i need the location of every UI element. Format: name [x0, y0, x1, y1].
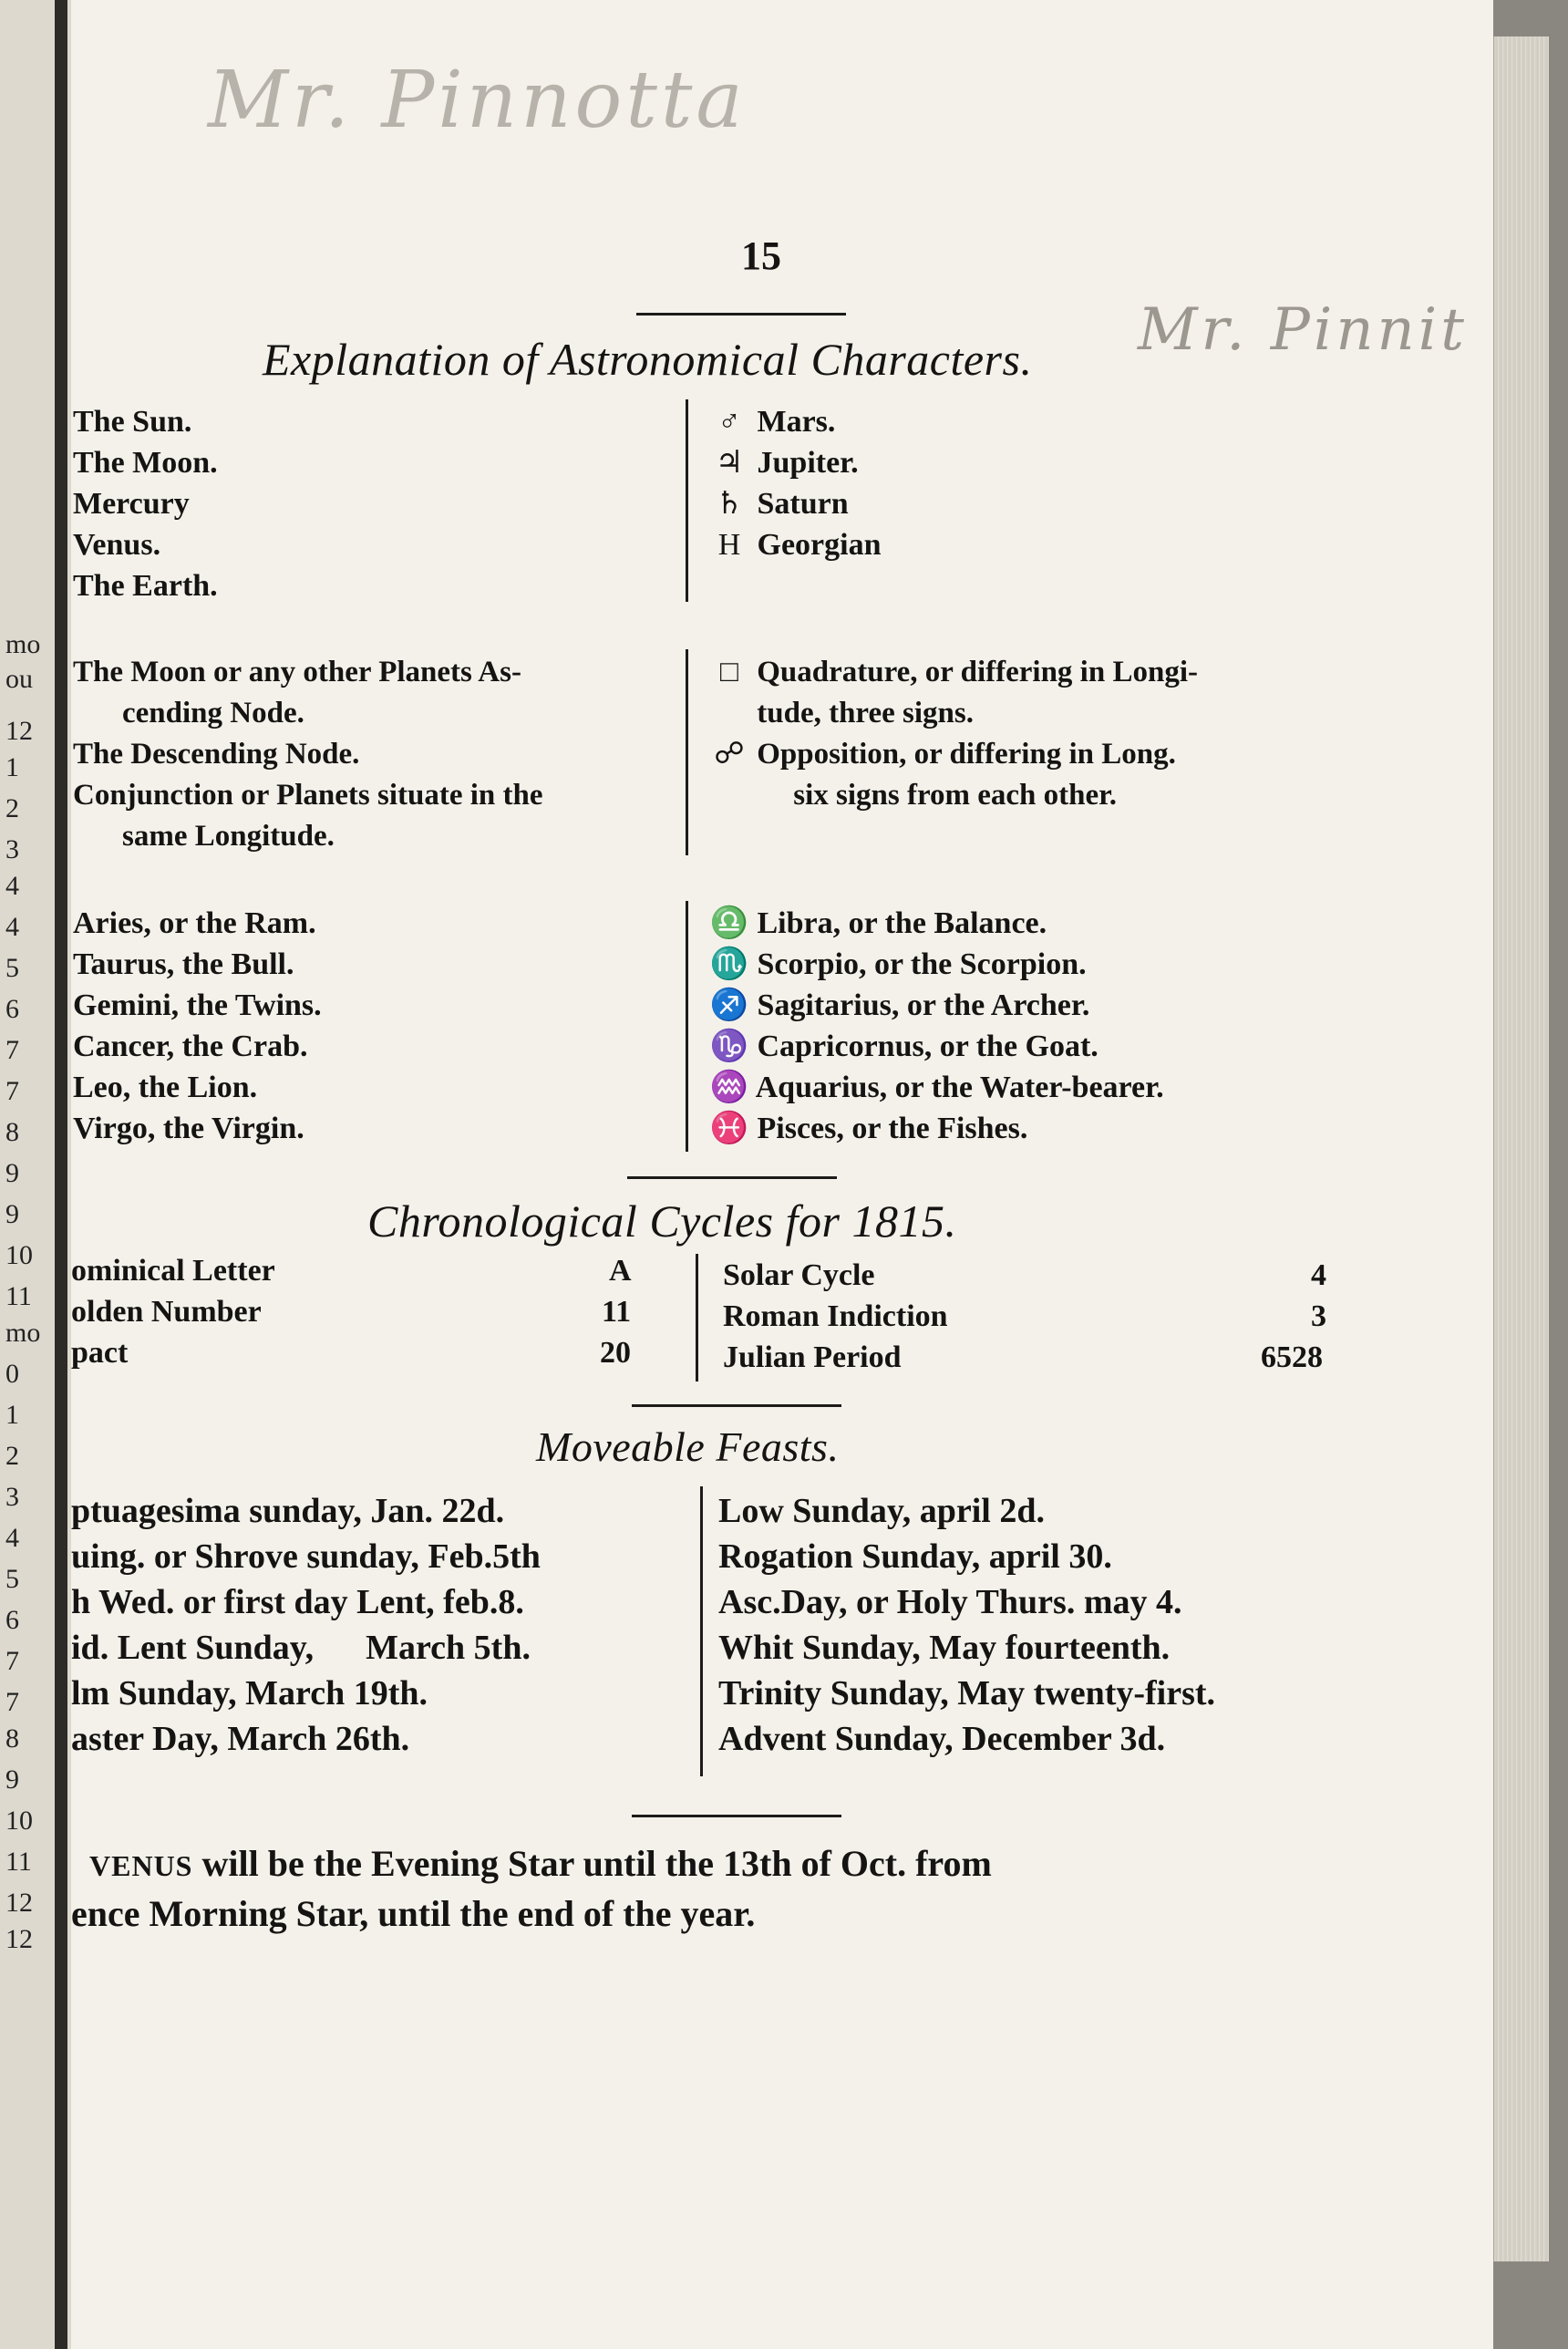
gutter-number: 2: [5, 793, 19, 823]
feast-item: lm Sunday, March 19th.: [71, 1674, 428, 1713]
gutter-number: 9: [5, 1158, 19, 1188]
zodiac-item: ♎ Libra, or the Balance.: [709, 903, 1164, 944]
feast-item: Trinity Sunday, May twenty-first.: [718, 1674, 1216, 1713]
gutter-number: 6: [5, 1605, 19, 1635]
gutter-number: 12: [5, 1924, 33, 1954]
cycle-value: 11: [602, 1295, 632, 1329]
venus-note-line-2: ence Morning Star, until the end of the year.: [71, 1893, 756, 1934]
gutter-number: 9: [5, 1764, 19, 1795]
page-stack-edge: [1493, 36, 1549, 2261]
book-page: [71, 0, 1493, 2349]
gutter-number: 5: [5, 953, 19, 983]
gutter-number: 12: [5, 716, 33, 746]
gutter-number: 10: [5, 1806, 33, 1836]
gutter-number: 2: [5, 1441, 19, 1471]
planet-item: The Earth.: [73, 569, 218, 603]
gutter-number: 8: [5, 1723, 19, 1754]
gutter-number: 1: [5, 1400, 19, 1430]
adjacent-page-gutter-numbers: [0, 0, 53, 2349]
handwritten-signature-margin: Mr. Pinnit: [1138, 296, 1468, 364]
zodiac-item: ♓ Pisces, or the Fishes.: [709, 1108, 1164, 1149]
gutter-number: 0: [5, 1359, 19, 1389]
cycle-value: 20: [600, 1336, 631, 1370]
aspect-item: tude, three signs.: [757, 697, 974, 730]
gutter-number: 4: [5, 1523, 19, 1553]
gutter-number: 11: [5, 1847, 32, 1877]
cycle-row: ominical Letter: [71, 1254, 275, 1288]
gutter-number: 7: [5, 1076, 19, 1106]
zodiac-item: ♐ Sagitarius, or the Archer.: [709, 985, 1164, 1026]
column-divider: [696, 1254, 698, 1381]
zodiac-item: Aries, or the Ram.: [73, 906, 316, 940]
cycle-value: 4: [1311, 1258, 1326, 1292]
saturn-symbol-icon: ♄: [715, 487, 744, 521]
feast-item: id. Lent Sunday, March 5th.: [71, 1629, 531, 1667]
gutter-number: 9: [5, 1199, 19, 1229]
section-title-feasts: Moveable Feasts.: [536, 1423, 840, 1470]
aspect-item: ☍ Opposition, or differing in Long.: [709, 734, 1198, 775]
feast-item: aster Day, March 26th.: [71, 1720, 410, 1758]
feast-item: Rogation Sunday, april 30.: [718, 1537, 1112, 1576]
jupiter-symbol-icon: ♃: [715, 446, 744, 480]
gutter-number: 3: [5, 1482, 19, 1512]
gutter-number: 4: [5, 871, 19, 901]
feast-item: uing. or Shrove sunday, Feb.5th: [71, 1537, 541, 1576]
gutter-number: ou: [5, 664, 33, 694]
capricorn-symbol-icon: ♑: [709, 1030, 749, 1063]
gutter-number: 10: [5, 1240, 33, 1270]
cycle-row: olden Number: [71, 1295, 262, 1329]
section-title-characters: Explanation of Astronomical Characters.: [263, 334, 1033, 385]
sagittarius-symbol-icon: ♐: [709, 988, 749, 1022]
gutter-number: 6: [5, 994, 19, 1024]
node-item: same Longitude.: [122, 820, 335, 853]
aquarius-symbol-icon: ♒: [709, 1071, 749, 1104]
planets-right-list: [709, 401, 881, 565]
feast-item: ptuagesima sunday, Jan. 22d.: [71, 1492, 505, 1530]
column-divider: [700, 1486, 703, 1776]
planet-item: ♂ Mars.: [709, 401, 881, 442]
feast-item: Advent Sunday, December 3d.: [718, 1720, 1166, 1758]
feast-item: Low Sunday, april 2d.: [718, 1492, 1045, 1530]
section-title-cycles: Chronological Cycles for 1815.: [367, 1195, 957, 1247]
zodiac-item: Virgo, the Virgin.: [73, 1112, 304, 1145]
gutter-number: 3: [5, 834, 19, 864]
planet-item: ♄ Saturn: [709, 483, 881, 524]
cycle-value: A: [609, 1254, 632, 1288]
libra-symbol-icon: ♎: [709, 906, 749, 940]
venus-note-line-1: VENUS will be the Evening Star until the 13th of Oct. from: [89, 1843, 992, 1884]
cycle-row: pact: [71, 1336, 129, 1370]
pisces-symbol-icon: ♓: [709, 1112, 749, 1145]
gutter-number: 7: [5, 1646, 19, 1676]
planet-item: Mercury: [73, 487, 190, 521]
zodiac-item: ♑ Capricornus, or the Goat.: [709, 1026, 1164, 1067]
zodiac-item: Taurus, the Bull.: [73, 947, 294, 981]
feast-item: Asc.Day, or Holy Thurs. may 4.: [718, 1583, 1182, 1621]
zodiac-item: ♒ Aquarius, or the Water-bearer.: [709, 1067, 1164, 1108]
planet-item: The Moon.: [73, 446, 218, 480]
node-item: Conjunction or Planets situate in the: [73, 779, 543, 812]
zodiac-item: Gemini, the Twins.: [73, 988, 322, 1022]
node-item: The Moon or any other Planets As-: [73, 656, 521, 688]
section-rule: [632, 1815, 841, 1817]
column-divider: [686, 901, 688, 1152]
node-item: The Descending Node.: [73, 738, 360, 771]
column-divider: [686, 399, 688, 602]
cycle-row: Julian Period: [723, 1340, 902, 1374]
gutter-number: 8: [5, 1117, 19, 1147]
column-divider: [686, 649, 688, 855]
zodiac-item: Leo, the Lion.: [73, 1071, 258, 1104]
zodiac-item: Cancer, the Crab.: [73, 1030, 308, 1063]
feast-item: h Wed. or first day Lent, feb.8.: [71, 1583, 524, 1621]
opposition-symbol-icon: ☍: [714, 738, 745, 771]
cycle-row: Solar Cycle: [723, 1258, 875, 1292]
cycle-value: 3: [1311, 1299, 1326, 1333]
feast-item: Whit Sunday, May fourteenth.: [718, 1629, 1171, 1667]
gutter-number: 7: [5, 1035, 19, 1065]
handwritten-signature-top: Mr. Pinnotta: [208, 55, 747, 146]
top-rule: [636, 313, 846, 316]
zodiac-right-list: [709, 903, 1164, 1149]
planet-item: Venus.: [73, 528, 161, 562]
gutter-number: mo: [5, 1318, 41, 1348]
mars-symbol-icon: ♂: [717, 405, 741, 439]
gutter-number: 12: [5, 1888, 33, 1918]
zodiac-left-list: [73, 903, 322, 1149]
zodiac-item: ♏ Scorpio, or the Scorpion.: [709, 944, 1164, 985]
planets-left-list: [73, 401, 218, 606]
section-rule: [632, 1404, 841, 1407]
aspects-right-list: [709, 652, 1198, 816]
scorpio-symbol-icon: ♏: [709, 947, 749, 981]
cycle-value: 6528: [1261, 1340, 1323, 1374]
cycle-row: Roman Indiction: [723, 1299, 948, 1333]
section-rule: [627, 1176, 837, 1179]
gutter-number: 5: [5, 1564, 19, 1594]
gutter-number: 11: [5, 1281, 32, 1311]
planet-item: ♃ Jupiter.: [709, 442, 881, 483]
gutter-number: 1: [5, 752, 19, 782]
nodes-left-list: [73, 652, 543, 857]
gutter-number: mo: [5, 629, 41, 659]
page-number: 15: [741, 233, 781, 278]
planet-item: H Georgian: [709, 524, 881, 565]
node-item: cending Node.: [122, 697, 304, 730]
aspect-item: □ Quadrature, or differing in Longi-: [709, 652, 1198, 693]
aspect-item: six signs from each other.: [793, 779, 1117, 812]
gutter-number: 7: [5, 1687, 19, 1717]
binding-strip: [55, 0, 67, 2349]
georgian-symbol-icon: H: [717, 528, 741, 562]
gutter-number: 4: [5, 912, 19, 942]
planet-item: The Sun.: [73, 405, 192, 439]
quadrature-symbol-icon: □: [720, 656, 738, 688]
